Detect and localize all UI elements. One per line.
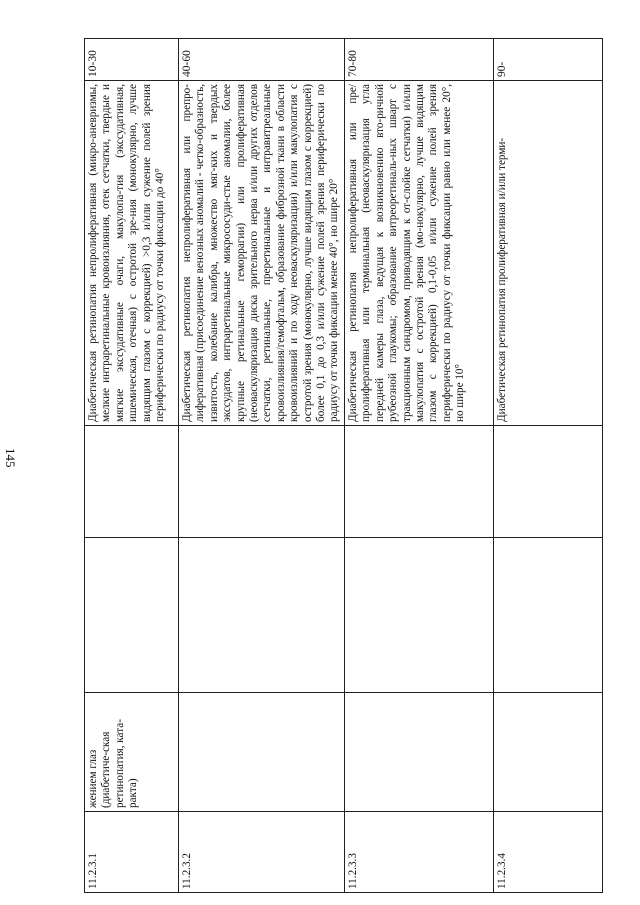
row-code: 11.2.3.3: [344, 812, 493, 893]
empty-cell: [493, 426, 602, 538]
row-percent: 40-60: [179, 39, 345, 81]
row-description: Диабетическая ретинопатия пролиферативная и/или терми-: [493, 81, 602, 426]
row-code: 11.2.3.1: [85, 812, 179, 893]
empty-cell: [344, 538, 493, 693]
row-description: Диабетическая ретинопатия непролиферативная или пре/пролиферативная или терминальная (неоваскуляризация угла передней камеры глаза, ведущая к возникновению вто-ричной рубеозной глаукомы; образование витреоретиналь-ных шварт с тракционным синдромом, приводящим к от-слойке сетчатки) и/или макулопатия с остротой зрения (мо-нокулярно, лучше видящим глазом с коррекцией) 0,1-0,05 и/или сужение полей зрения периферически по радиусу от точки фиксации равно или менее 20°, но шире 10°: [344, 81, 493, 426]
empty-cell: [344, 693, 493, 812]
empty-cell: [85, 426, 179, 538]
empty-cell: [493, 538, 602, 693]
row-percent: 10-30: [85, 39, 179, 81]
category-name-cell: жением глаз (диабетиче-ская ретинопатия, ката-ракта): [85, 693, 179, 812]
row-code: 11.2.3.4: [493, 812, 602, 893]
empty-cell: [493, 693, 602, 812]
table-row: [493, 39, 602, 893]
empty-cell: [344, 426, 493, 538]
row-description: Диабетическая ретинопатия непролиферативная (микро-аневризмы, мелкие интраретинальные кровоизлияния, отек сетчатки, твердые и мягкие экссудативные очаги, макулопа-тия (экссудативная, ишемическая, отечная) с остротой зре-ния (монокулярно, лучше видящим глазом с коррекцией) >0,3 и/или сужение полей зрения периферически по радиусу от точки фиксации до 40°: [85, 81, 179, 426]
row-percent: 90-: [493, 39, 602, 81]
row-description: Диабетическая ретинопатия непролиферативная или препро-лиферативная (присоединение венозных аномалий - четко-образность, извитость, колебание калибра, множество мяг-ких и твердых экссудатов, интраретинальные микрососуди-стые аномалии, более крупные ретинальные геморрагии) или пролиферативная (неоваскуляризация диска зрительного нерва и/или других отделов сетчатки, ретинальные, преретинальные и интравитреальные кровоизлияния/гемофтальм, образование фиброзной ткани в области кровоизлияний и по ходу неоваскуляризации) и/или макулопатия с остротой зрения (монокулярно, лучше видящим глазом с коррекцией) более 0,1 до 0,3 и/или сужение полей зрения периферически по радиусу от точки фиксации менее 40°, но шире 20°: [179, 81, 345, 426]
empty-cell: [179, 538, 345, 693]
empty-cell: [179, 693, 345, 812]
page-number: 145: [3, 448, 18, 468]
table-row: [179, 39, 345, 893]
empty-cell: [179, 426, 345, 538]
rotated-table-sheet: [84, 50, 582, 893]
table-row: [344, 39, 493, 893]
row-percent: 70-80: [344, 39, 493, 81]
table-row: [85, 39, 179, 893]
row-code: 11.2.3.2: [179, 812, 345, 893]
empty-cell: [85, 538, 179, 693]
disability-criteria-table: [84, 38, 603, 893]
